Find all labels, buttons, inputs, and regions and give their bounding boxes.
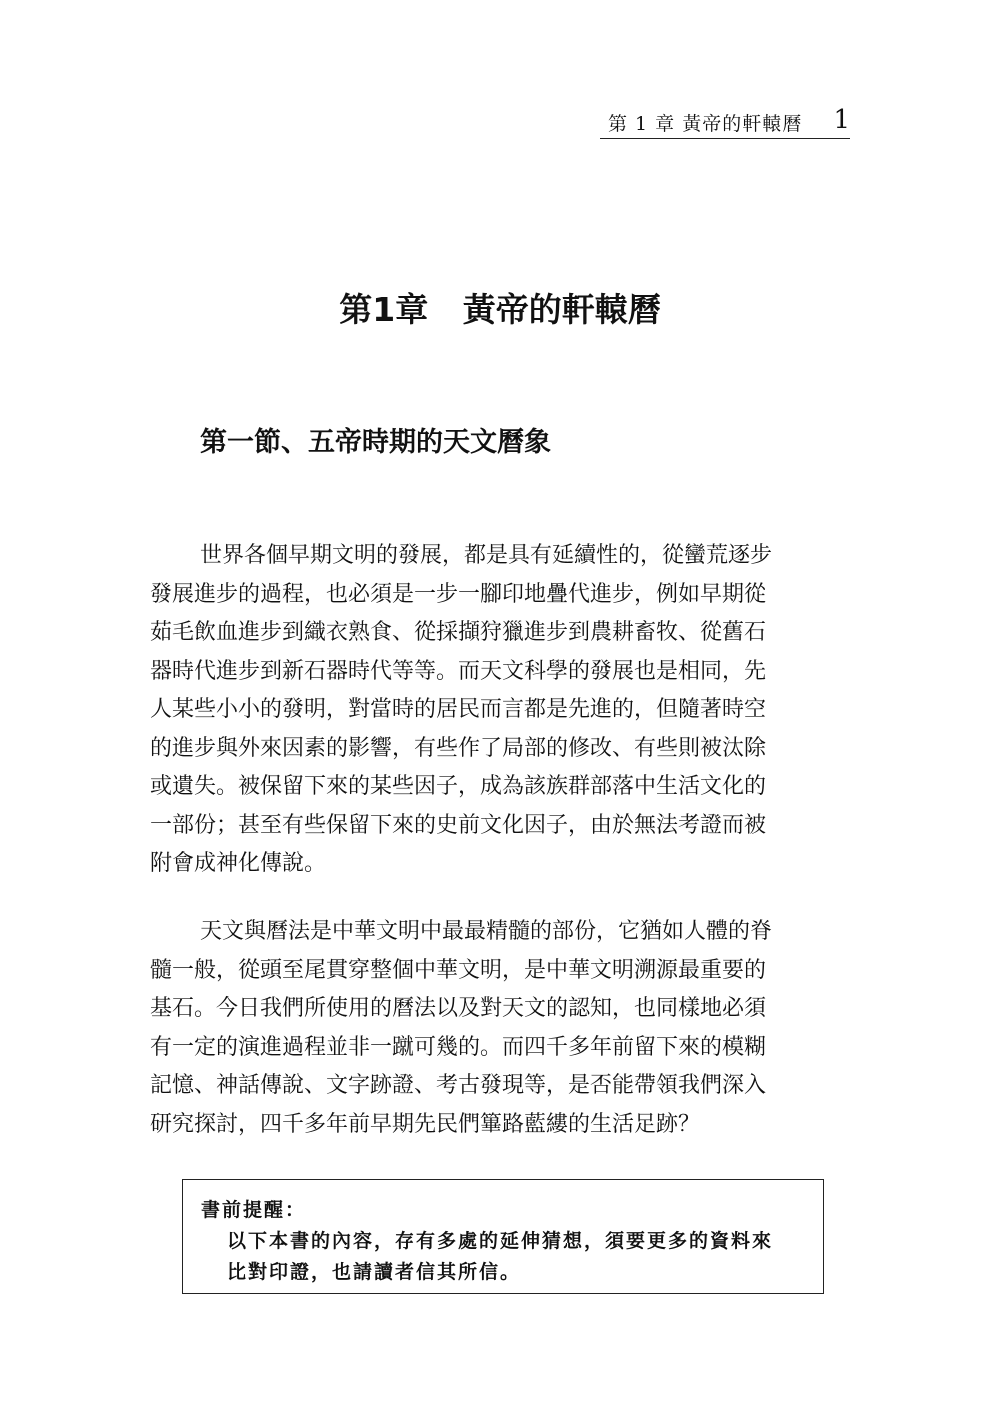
paragraph-line: 基石。今日我們所使用的曆法以及對天文的認知，也同樣地必須: [150, 996, 767, 1021]
section-title: 第一節、五帝時期的天文曆象: [200, 427, 551, 458]
reminder-line: 比對印證，也請讀者信其所信。: [227, 1261, 522, 1283]
paragraph-line: 或遺失。被保留下來的某些因子，成為該族群部落中生活文化的: [150, 774, 767, 799]
paragraph-line: 茹毛飲血進步到織衣熟食、從採擷狩獵進步到農耕畜牧、從舊石: [150, 620, 767, 645]
paragraph-line: 附會成神化傳說。: [150, 851, 327, 876]
paragraph-line: 髓一般，從頭至尾貫穿整個中華文明，是中華文明溯源最重要的: [150, 957, 767, 983]
paragraph-line: 研究探討，四千多年前早期先民們篳路藍縷的生活足跡？: [150, 1111, 701, 1137]
reminder-box: [182, 1179, 824, 1294]
running-header: [600, 105, 850, 139]
paragraph-line: 人某些小小的發明，對當時的居民而言都是先進的，但隨著時空: [150, 697, 767, 722]
reminder-line: 以下本書的內容，存有多處的延伸猜想，須要更多的資料來: [227, 1230, 774, 1252]
reminder-title: 書前提醒：: [201, 1199, 307, 1221]
paragraph-line: 器時代進步到新石器時代等等。而天文科學的發展也是相同，先: [150, 658, 767, 684]
paragraph-line: 的進步與外來因素的影響，有些作了局部的修改、有些則被汰除: [150, 735, 767, 761]
chapter-title: 第1章 黃帝的軒轅曆: [339, 290, 661, 329]
paragraph-line: 有一定的演進過程並非一蹴可幾的。而四千多年前留下來的模糊: [150, 1034, 767, 1060]
running-header-chapter: 第 1 章 黃帝的軒轅曆: [608, 113, 803, 135]
paragraph-line: 世界各個早期文明的發展，都是具有延續性的，從蠻荒逐步: [200, 543, 773, 568]
paragraph-line: 一部份；甚至有些保留下來的史前文化因子，由於無法考證而被: [150, 812, 767, 838]
page-number: 1: [833, 105, 850, 135]
body-paragraph-1: [150, 537, 854, 884]
paragraph-line: 記憶、神話傳說、文字跡證、考古發現等，是否能帶領我們深入: [150, 1073, 767, 1098]
body-paragraph-2: [150, 913, 854, 1144]
paragraph-line: 發展進步的過程，也必須是一步一腳印地疊代進步，例如早期從: [150, 581, 767, 607]
paragraph-line: 天文與曆法是中華文明中最最精髓的部份，它猶如人體的脊: [200, 919, 773, 944]
